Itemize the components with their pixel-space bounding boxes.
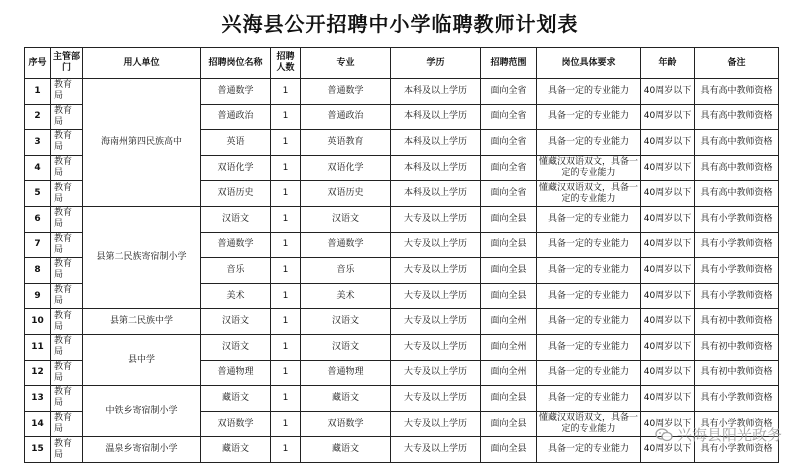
cell-no: 1 bbox=[25, 79, 51, 105]
cell-post: 美术 bbox=[201, 283, 271, 309]
cell-dept: 教育局 bbox=[51, 206, 83, 232]
cell-no: 7 bbox=[25, 232, 51, 258]
cell-note: 具有初中教师资格 bbox=[695, 334, 779, 360]
cell-req: 懂藏汉双语双文，具备一定的专业能力 bbox=[537, 155, 641, 181]
cell-post: 汉语文 bbox=[201, 206, 271, 232]
cell-dept: 教育局 bbox=[51, 334, 83, 360]
header-note: 备注 bbox=[695, 48, 779, 79]
table-row bbox=[25, 206, 779, 232]
cell-post: 双语化学 bbox=[201, 155, 271, 181]
cell-edu: 大专及以上学历 bbox=[391, 232, 481, 258]
page-title: 兴海县公开招聘中小学临聘教师计划表 bbox=[221, 12, 579, 36]
cell-no: 10 bbox=[25, 309, 51, 335]
header-range: 招聘范围 bbox=[481, 48, 537, 79]
cell-post: 双语数学 bbox=[201, 411, 271, 437]
table-row bbox=[25, 309, 779, 335]
cell-range: 面向全县 bbox=[481, 386, 537, 412]
cell-major: 普通政治 bbox=[301, 104, 391, 130]
cell-range: 面向全县 bbox=[481, 437, 537, 463]
cell-note: 具有小学教师资格 bbox=[695, 411, 779, 437]
cell-range: 面向全县 bbox=[481, 232, 537, 258]
cell-dept: 教育局 bbox=[51, 437, 83, 463]
cell-major: 普通数学 bbox=[301, 232, 391, 258]
cell-no: 14 bbox=[25, 411, 51, 437]
cell-major: 普通数学 bbox=[301, 79, 391, 105]
cell-post: 普通数学 bbox=[201, 232, 271, 258]
cell-age: 40周岁以下 bbox=[641, 283, 695, 309]
table-header-row bbox=[25, 48, 779, 79]
watermark bbox=[655, 424, 782, 445]
cell-count: 1 bbox=[271, 437, 301, 463]
cell-count: 1 bbox=[271, 232, 301, 258]
header-age: 年龄 bbox=[641, 48, 695, 79]
cell-note: 具有小学教师资格 bbox=[695, 232, 779, 258]
cell-dept: 教育局 bbox=[51, 232, 83, 258]
table-row bbox=[25, 79, 779, 105]
cell-range: 面向全县 bbox=[481, 206, 537, 232]
cell-no: 15 bbox=[25, 437, 51, 463]
cell-req: 具备一定的专业能力 bbox=[537, 437, 641, 463]
cell-age: 40周岁以下 bbox=[641, 79, 695, 105]
cell-count: 1 bbox=[271, 130, 301, 156]
cell-dept: 教育局 bbox=[51, 258, 83, 284]
cell-range: 面向全州 bbox=[481, 334, 537, 360]
cell-age: 40周岁以下 bbox=[641, 155, 695, 181]
cell-edu: 大专及以上学历 bbox=[391, 309, 481, 335]
cell-major: 汉语文 bbox=[301, 309, 391, 335]
cell-count: 1 bbox=[271, 309, 301, 335]
cell-unit: 县第二民族中学 bbox=[83, 309, 201, 335]
cell-dept: 教育局 bbox=[51, 283, 83, 309]
cell-req: 具备一定的专业能力 bbox=[537, 309, 641, 335]
cell-edu: 本科及以上学历 bbox=[391, 79, 481, 105]
cell-unit: 中铁乡寄宿制小学 bbox=[83, 386, 201, 437]
cell-post: 普通物理 bbox=[201, 360, 271, 386]
table-row bbox=[25, 334, 779, 360]
cell-no: 9 bbox=[25, 283, 51, 309]
cell-post: 汉语文 bbox=[201, 334, 271, 360]
cell-edu: 本科及以上学历 bbox=[391, 155, 481, 181]
cell-req: 具备一定的专业能力 bbox=[537, 283, 641, 309]
cell-major: 汉语文 bbox=[301, 206, 391, 232]
cell-post: 普通政治 bbox=[201, 104, 271, 130]
cell-req: 具备一定的专业能力 bbox=[537, 334, 641, 360]
cell-range: 面向全省 bbox=[481, 181, 537, 207]
cell-count: 1 bbox=[271, 79, 301, 105]
cell-unit: 县中学 bbox=[83, 334, 201, 385]
cell-edu: 本科及以上学历 bbox=[391, 104, 481, 130]
cell-major: 双语化学 bbox=[301, 155, 391, 181]
cell-age: 40周岁以下 bbox=[641, 258, 695, 284]
cell-range: 面向全县 bbox=[481, 283, 537, 309]
cell-post: 汉语文 bbox=[201, 309, 271, 335]
cell-count: 1 bbox=[271, 411, 301, 437]
cell-range: 面向全县 bbox=[481, 258, 537, 284]
table-row bbox=[25, 386, 779, 412]
header-count: 招聘人数 bbox=[271, 48, 301, 79]
cell-note: 具有初中教师资格 bbox=[695, 360, 779, 386]
cell-count: 1 bbox=[271, 104, 301, 130]
cell-no: 13 bbox=[25, 386, 51, 412]
cell-major: 藏语文 bbox=[301, 437, 391, 463]
cell-count: 1 bbox=[271, 334, 301, 360]
cell-age: 40周岁以下 bbox=[641, 386, 695, 412]
cell-edu: 大专及以上学历 bbox=[391, 437, 481, 463]
cell-note: 具有小学教师资格 bbox=[695, 386, 779, 412]
cell-note: 具有小学教师资格 bbox=[695, 258, 779, 284]
cell-dept: 教育局 bbox=[51, 309, 83, 335]
cell-note: 具有高中教师资格 bbox=[695, 181, 779, 207]
cell-req: 具备一定的专业能力 bbox=[537, 130, 641, 156]
cell-major: 音乐 bbox=[301, 258, 391, 284]
cell-dept: 教育局 bbox=[51, 79, 83, 105]
cell-major: 普通物理 bbox=[301, 360, 391, 386]
cell-dept: 教育局 bbox=[51, 104, 83, 130]
cell-dept: 教育局 bbox=[51, 155, 83, 181]
cell-range: 面向全省 bbox=[481, 79, 537, 105]
cell-age: 40周岁以下 bbox=[641, 104, 695, 130]
cell-post: 藏语文 bbox=[201, 437, 271, 463]
cell-edu: 本科及以上学历 bbox=[391, 130, 481, 156]
cell-dept: 教育局 bbox=[51, 130, 83, 156]
cell-unit: 温泉乡寄宿制小学 bbox=[83, 437, 201, 463]
cell-no: 12 bbox=[25, 360, 51, 386]
cell-no: 8 bbox=[25, 258, 51, 284]
cell-major: 英语教育 bbox=[301, 130, 391, 156]
cell-dept: 教育局 bbox=[51, 411, 83, 437]
wechat-icon bbox=[655, 428, 673, 442]
cell-range: 面向全省 bbox=[481, 155, 537, 181]
cell-req: 懂藏汉双语双文，具备一定的专业能力 bbox=[537, 411, 641, 437]
cell-post: 英语 bbox=[201, 130, 271, 156]
cell-note: 具有高中教师资格 bbox=[695, 130, 779, 156]
cell-edu: 本科及以上学历 bbox=[391, 181, 481, 207]
cell-age: 40周岁以下 bbox=[641, 181, 695, 207]
cell-dept: 教育局 bbox=[51, 181, 83, 207]
cell-req: 具备一定的专业能力 bbox=[537, 206, 641, 232]
cell-count: 1 bbox=[271, 258, 301, 284]
header-no: 序号 bbox=[25, 48, 51, 79]
cell-no: 4 bbox=[25, 155, 51, 181]
cell-note: 具有高中教师资格 bbox=[695, 79, 779, 105]
cell-edu: 大专及以上学历 bbox=[391, 386, 481, 412]
cell-range: 面向全省 bbox=[481, 104, 537, 130]
header-unit: 用人单位 bbox=[83, 48, 201, 79]
cell-post: 音乐 bbox=[201, 258, 271, 284]
cell-no: 5 bbox=[25, 181, 51, 207]
cell-dept: 教育局 bbox=[51, 360, 83, 386]
cell-note: 具有高中教师资格 bbox=[695, 104, 779, 130]
cell-req: 具备一定的专业能力 bbox=[537, 104, 641, 130]
cell-post: 藏语文 bbox=[201, 386, 271, 412]
cell-age: 40周岁以下 bbox=[641, 437, 695, 463]
cell-note: 具有小学教师资格 bbox=[695, 206, 779, 232]
header-major: 专业 bbox=[301, 48, 391, 79]
cell-count: 1 bbox=[271, 360, 301, 386]
cell-note: 具有小学教师资格 bbox=[695, 437, 779, 463]
cell-count: 1 bbox=[271, 155, 301, 181]
cell-major: 双语数学 bbox=[301, 411, 391, 437]
cell-age: 40周岁以下 bbox=[641, 130, 695, 156]
cell-req: 具备一定的专业能力 bbox=[537, 79, 641, 105]
cell-no: 6 bbox=[25, 206, 51, 232]
cell-req: 具备一定的专业能力 bbox=[537, 232, 641, 258]
cell-req: 具备一定的专业能力 bbox=[537, 386, 641, 412]
cell-count: 1 bbox=[271, 181, 301, 207]
cell-age: 40周岁以下 bbox=[641, 232, 695, 258]
cell-range: 面向全县 bbox=[481, 411, 537, 437]
cell-note: 具有高中教师资格 bbox=[695, 155, 779, 181]
cell-post: 普通数学 bbox=[201, 79, 271, 105]
cell-edu: 大专及以上学历 bbox=[391, 411, 481, 437]
cell-edu: 大专及以上学历 bbox=[391, 283, 481, 309]
cell-range: 面向全州 bbox=[481, 309, 537, 335]
cell-note: 具有小学教师资格 bbox=[695, 283, 779, 309]
cell-edu: 大专及以上学历 bbox=[391, 206, 481, 232]
cell-req: 具备一定的专业能力 bbox=[537, 258, 641, 284]
cell-req: 懂藏汉双语双文，具备一定的专业能力 bbox=[537, 181, 641, 207]
cell-no: 2 bbox=[25, 104, 51, 130]
cell-edu: 大专及以上学历 bbox=[391, 360, 481, 386]
watermark-text: 兴海县阳光政务 bbox=[676, 426, 782, 444]
header-edu: 学历 bbox=[391, 48, 481, 79]
header-post: 招聘岗位名称 bbox=[201, 48, 271, 79]
cell-note: 具有初中教师资格 bbox=[695, 309, 779, 335]
cell-age: 40周岁以下 bbox=[641, 309, 695, 335]
cell-no: 3 bbox=[25, 130, 51, 156]
cell-major: 双语历史 bbox=[301, 181, 391, 207]
recruitment-table bbox=[24, 47, 779, 463]
cell-count: 1 bbox=[271, 206, 301, 232]
cell-dept: 教育局 bbox=[51, 386, 83, 412]
cell-age: 40周岁以下 bbox=[641, 360, 695, 386]
cell-range: 面向全省 bbox=[481, 130, 537, 156]
header-req: 岗位具体要求 bbox=[537, 48, 641, 79]
cell-count: 1 bbox=[271, 386, 301, 412]
cell-unit: 县第二民族寄宿制小学 bbox=[83, 206, 201, 308]
cell-edu: 大专及以上学历 bbox=[391, 258, 481, 284]
cell-edu: 大专及以上学历 bbox=[391, 334, 481, 360]
cell-major: 藏语文 bbox=[301, 386, 391, 412]
cell-age: 40周岁以下 bbox=[641, 206, 695, 232]
cell-age: 40周岁以下 bbox=[641, 411, 695, 437]
cell-count: 1 bbox=[271, 283, 301, 309]
cell-major: 美术 bbox=[301, 283, 391, 309]
cell-age: 40周岁以下 bbox=[641, 334, 695, 360]
cell-range: 面向全州 bbox=[481, 360, 537, 386]
cell-major: 汉语文 bbox=[301, 334, 391, 360]
cell-unit: 海南州第四民族高中 bbox=[83, 79, 201, 207]
cell-post: 双语历史 bbox=[201, 181, 271, 207]
cell-req: 具备一定的专业能力 bbox=[537, 360, 641, 386]
header-dept: 主管部门 bbox=[51, 48, 83, 79]
cell-no: 11 bbox=[25, 334, 51, 360]
